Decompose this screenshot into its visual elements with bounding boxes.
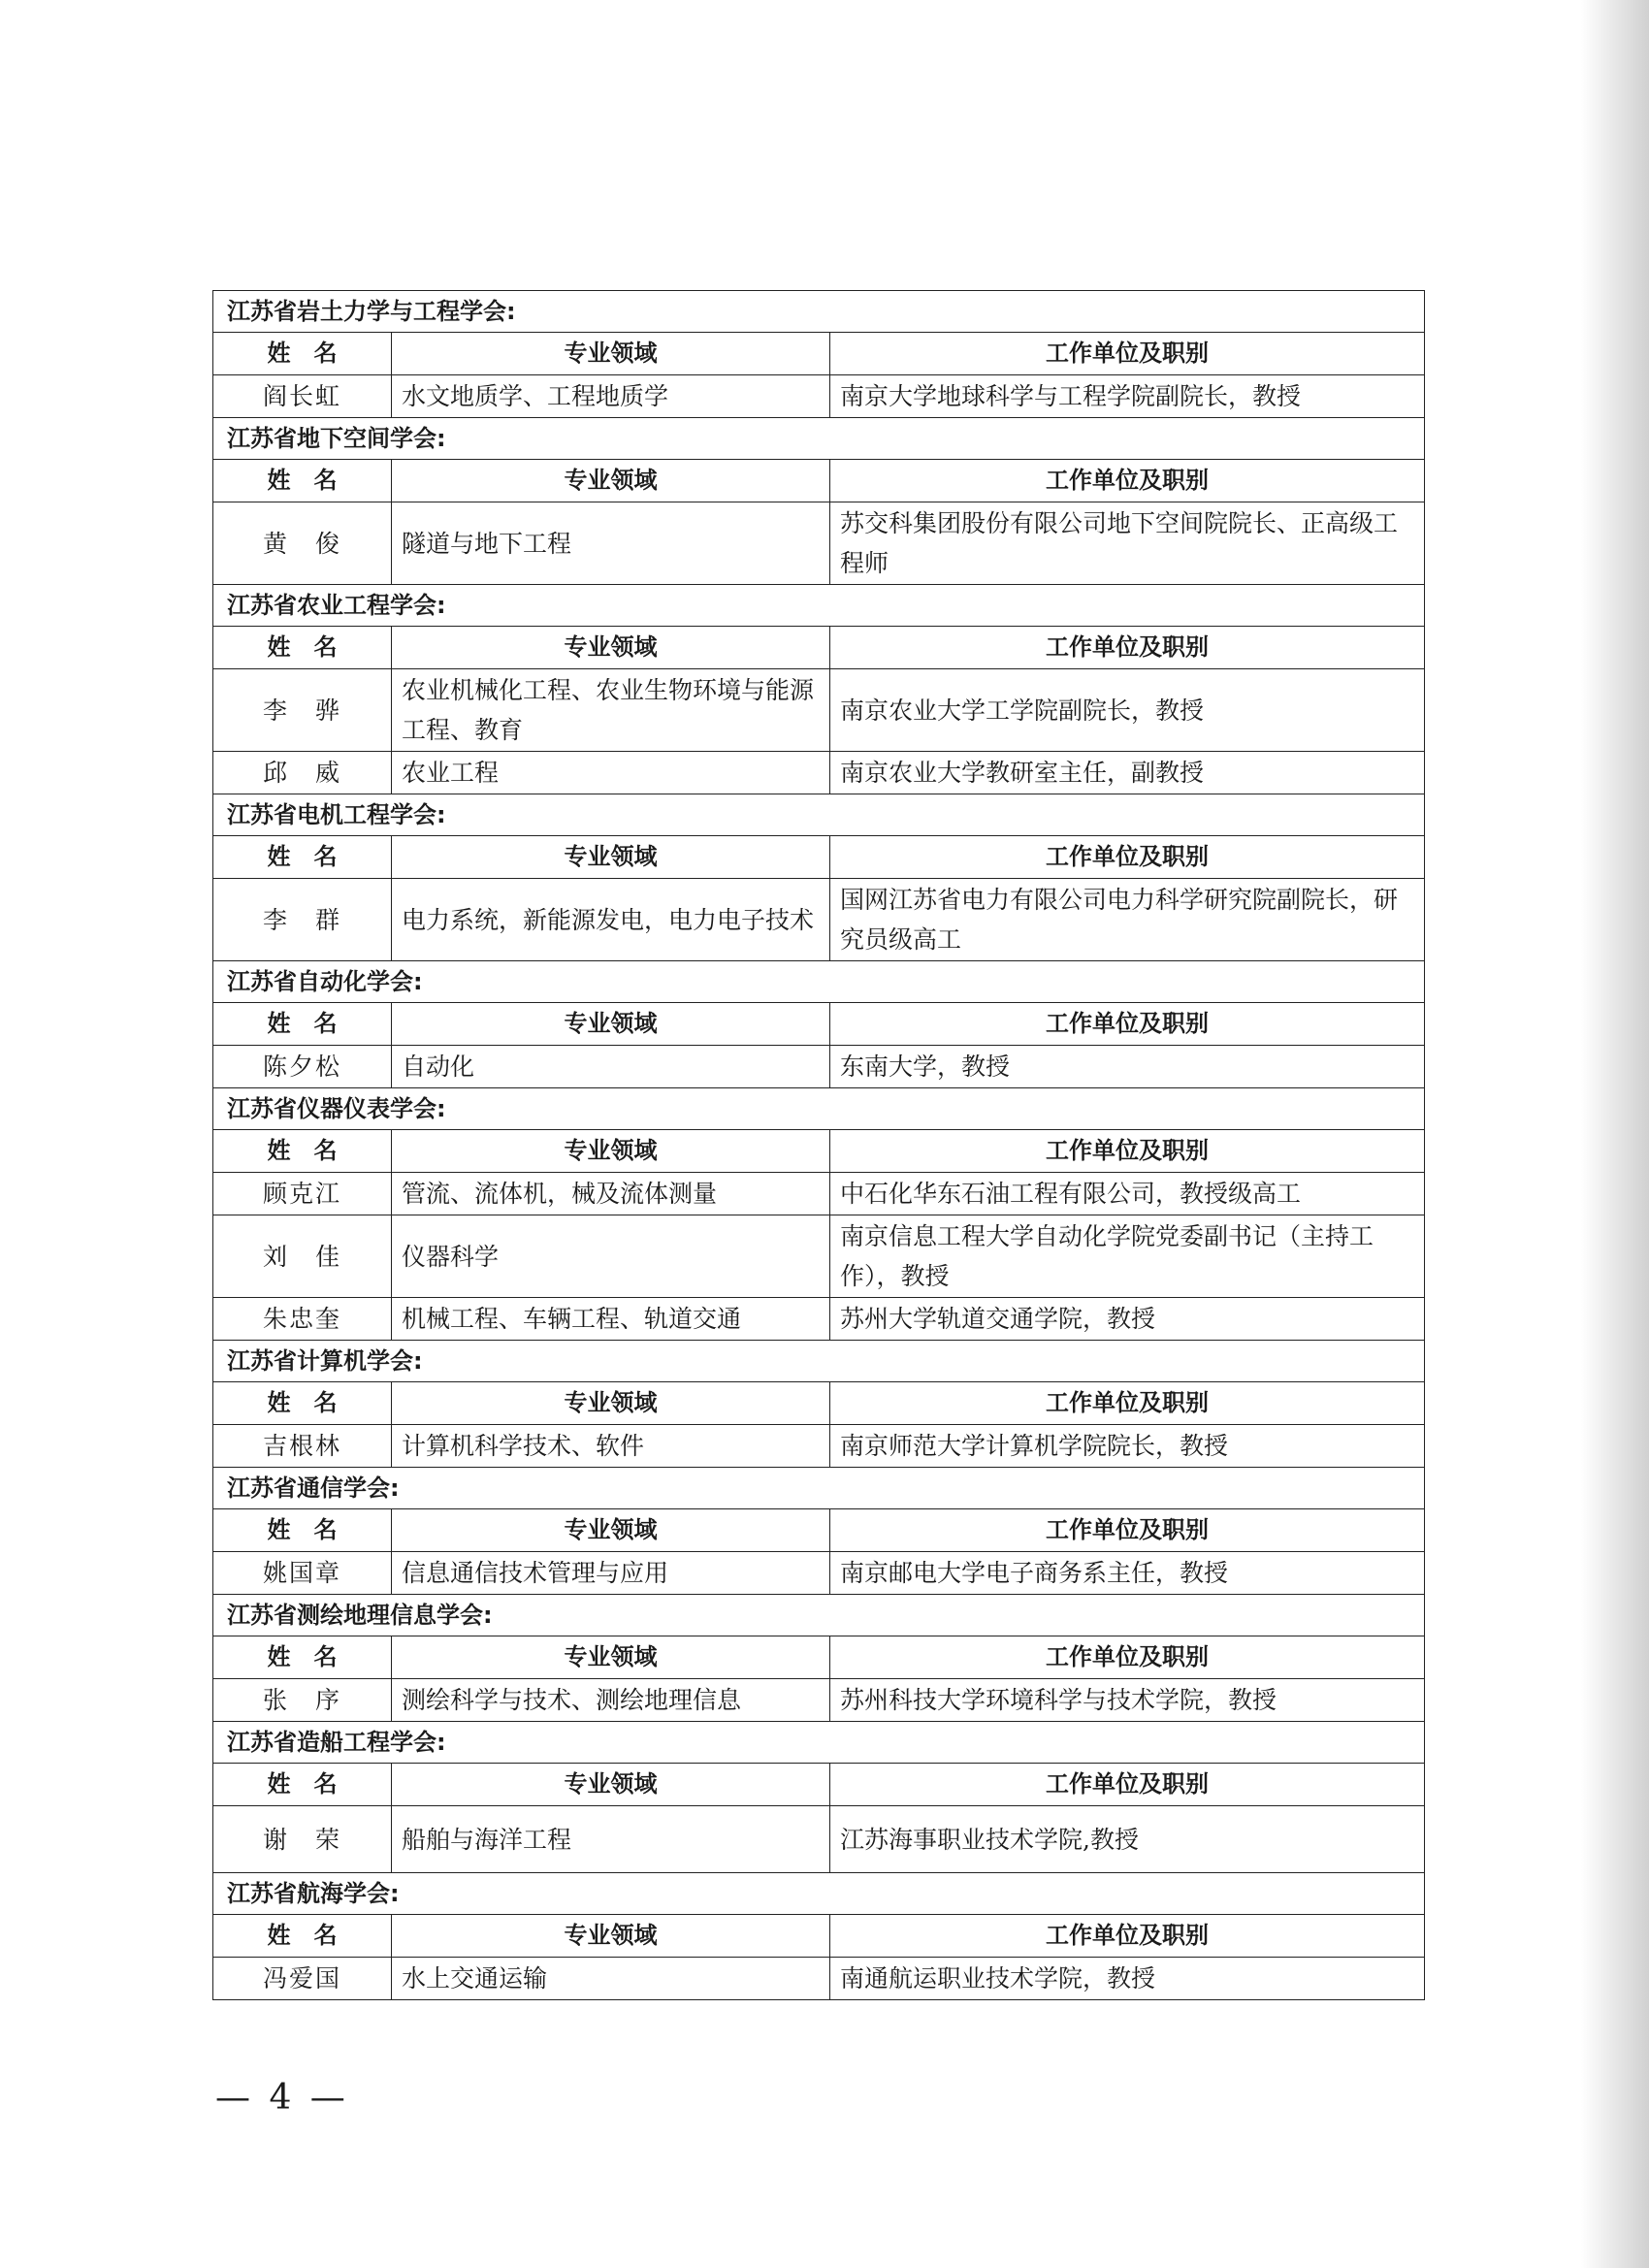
table-row: [213, 1173, 1425, 1215]
header-name: 姓 名: [213, 460, 392, 502]
cell-work: 南京农业大学教研室主任，副教授: [830, 752, 1425, 794]
header-field: 专业领域: [392, 333, 830, 375]
header-row: [213, 333, 1425, 375]
cell-field: 测绘科学与技术、测绘地理信息: [392, 1679, 830, 1722]
cell-work: 国网江苏省电力有限公司电力科学研究院副院长，研究员级高工: [830, 879, 1425, 961]
cell-field: 自动化: [392, 1046, 830, 1088]
header-row: [213, 1764, 1425, 1806]
cell-name: 李 群: [213, 879, 392, 961]
cell-work: 南京师范大学计算机学院院长，教授: [830, 1425, 1425, 1468]
table-row: [213, 879, 1425, 961]
table-row: [213, 502, 1425, 585]
cell-field: 船舶与海洋工程: [392, 1806, 830, 1873]
section-title: 江苏省岩土力学与工程学会:: [213, 291, 1425, 333]
cell-name: 阎长虹: [213, 375, 392, 418]
section-title: 江苏省仪器仪表学会:: [213, 1088, 1425, 1130]
header-name: 姓 名: [213, 333, 392, 375]
section-title-row: [213, 794, 1425, 836]
cell-name: 李 骅: [213, 669, 392, 752]
cell-field: 水文地质学、工程地质学: [392, 375, 830, 418]
section-title: 江苏省航海学会:: [213, 1873, 1425, 1915]
header-row: [213, 1509, 1425, 1552]
header-work: 工作单位及职别: [830, 1509, 1425, 1552]
cell-field: 仪器科学: [392, 1215, 830, 1298]
table-row: [213, 1425, 1425, 1468]
cell-work: 南京信息工程大学自动化学院党委副书记（主持工作），教授: [830, 1215, 1425, 1298]
table-row: [213, 1552, 1425, 1595]
header-row: [213, 1003, 1425, 1046]
cell-work: 南通航运职业技术学院，教授: [830, 1958, 1425, 2000]
table-row: [213, 669, 1425, 752]
cell-work: 江苏海事职业技术学院,教授: [830, 1806, 1425, 1873]
header-field: 专业领域: [392, 627, 830, 669]
section-title: 江苏省自动化学会:: [213, 961, 1425, 1003]
cell-name: 吉根林: [213, 1425, 392, 1468]
header-name: 姓 名: [213, 627, 392, 669]
header-row: [213, 836, 1425, 879]
cell-work: 苏州科技大学环境科学与技术学院，教授: [830, 1679, 1425, 1722]
header-field: 专业领域: [392, 836, 830, 879]
header-field: 专业领域: [392, 1509, 830, 1552]
cell-name: 张 序: [213, 1679, 392, 1722]
table-row: [213, 1298, 1425, 1341]
section-title: 江苏省造船工程学会:: [213, 1722, 1425, 1764]
header-work: 工作单位及职别: [830, 836, 1425, 879]
cell-field: 计算机科学技术、软件: [392, 1425, 830, 1468]
header-work: 工作单位及职别: [830, 1382, 1425, 1425]
header-work: 工作单位及职别: [830, 1764, 1425, 1806]
cell-field: 信息通信技术管理与应用: [392, 1552, 830, 1595]
header-field: 专业领域: [392, 1382, 830, 1425]
header-name: 姓 名: [213, 1382, 392, 1425]
header-work: 工作单位及职别: [830, 1003, 1425, 1046]
section-title-row: [213, 961, 1425, 1003]
header-row: [213, 460, 1425, 502]
section-title: 江苏省计算机学会:: [213, 1341, 1425, 1382]
cell-field: 农业工程: [392, 752, 830, 794]
section-title-row: [213, 418, 1425, 460]
section-title: 江苏省通信学会:: [213, 1468, 1425, 1509]
header-name: 姓 名: [213, 1130, 392, 1173]
section-title-row: [213, 291, 1425, 333]
header-row: [213, 1382, 1425, 1425]
cell-work: 南京大学地球科学与工程学院副院长，教授: [830, 375, 1425, 418]
header-field: 专业领域: [392, 460, 830, 502]
header-row: [213, 1636, 1425, 1679]
cell-name: 冯爱国: [213, 1958, 392, 2000]
cell-work: 苏州大学轨道交通学院，教授: [830, 1298, 1425, 1341]
cell-field: 机械工程、车辆工程、轨道交通: [392, 1298, 830, 1341]
table-row: [213, 752, 1425, 794]
cell-work: 南京农业大学工学院副院长，教授: [830, 669, 1425, 752]
section-title-row: [213, 1722, 1425, 1764]
table-row: [213, 1046, 1425, 1088]
section-title: 江苏省农业工程学会:: [213, 585, 1425, 627]
header-field: 专业领域: [392, 1636, 830, 1679]
cell-work: 中石化华东石油工程有限公司，教授级高工: [830, 1173, 1425, 1215]
table-row: [213, 375, 1425, 418]
cell-work: 东南大学，教授: [830, 1046, 1425, 1088]
table-row: [213, 1806, 1425, 1873]
header-work: 工作单位及职别: [830, 1915, 1425, 1958]
cell-field: 农业机械化工程、农业生物环境与能源工程、教育: [392, 669, 830, 752]
section-title: 江苏省地下空间学会:: [213, 418, 1425, 460]
header-name: 姓 名: [213, 1003, 392, 1046]
page-number: — 4 —: [215, 2078, 349, 2118]
section-title: 江苏省测绘地理信息学会:: [213, 1595, 1425, 1636]
header-row: [213, 1130, 1425, 1173]
header-field: 专业领域: [392, 1764, 830, 1806]
cell-field: 电力系统，新能源发电，电力电子技术: [392, 879, 830, 961]
cell-name: 顾克江: [213, 1173, 392, 1215]
cell-name: 刘 佳: [213, 1215, 392, 1298]
cell-name: 邱 威: [213, 752, 392, 794]
experts-table: [212, 290, 1425, 2000]
header-field: 专业领域: [392, 1003, 830, 1046]
header-name: 姓 名: [213, 1915, 392, 1958]
section-title-row: [213, 1595, 1425, 1636]
header-work: 工作单位及职别: [830, 627, 1425, 669]
cell-field: 水上交通运输: [392, 1958, 830, 2000]
section-title-row: [213, 1468, 1425, 1509]
table-row: [213, 1679, 1425, 1722]
header-field: 专业领域: [392, 1915, 830, 1958]
table-row: [213, 1958, 1425, 2000]
header-work: 工作单位及职别: [830, 460, 1425, 502]
header-name: 姓 名: [213, 1636, 392, 1679]
cell-work: 苏交科集团股份有限公司地下空间院院长、正高级工程师: [830, 502, 1425, 585]
cell-name: 黄 俊: [213, 502, 392, 585]
table-row: [213, 1215, 1425, 1298]
page-edge-shadow: [1581, 0, 1649, 2268]
header-name: 姓 名: [213, 1764, 392, 1806]
section-title-row: [213, 1341, 1425, 1382]
cell-name: 谢 荣: [213, 1806, 392, 1873]
cell-name: 姚国章: [213, 1552, 392, 1595]
header-row: [213, 627, 1425, 669]
section-title-row: [213, 1873, 1425, 1915]
section-title-row: [213, 585, 1425, 627]
cell-field: 管流、流体机，械及流体测量: [392, 1173, 830, 1215]
header-name: 姓 名: [213, 836, 392, 879]
section-title: 江苏省电机工程学会:: [213, 794, 1425, 836]
cell-field: 隧道与地下工程: [392, 502, 830, 585]
cell-name: 朱忠奎: [213, 1298, 392, 1341]
section-title-row: [213, 1088, 1425, 1130]
header-row: [213, 1915, 1425, 1958]
header-work: 工作单位及职别: [830, 1130, 1425, 1173]
cell-name: 陈夕松: [213, 1046, 392, 1088]
cell-work: 南京邮电大学电子商务系主任，教授: [830, 1552, 1425, 1595]
header-name: 姓 名: [213, 1509, 392, 1552]
header-field: 专业领域: [392, 1130, 830, 1173]
header-work: 工作单位及职别: [830, 1636, 1425, 1679]
header-work: 工作单位及职别: [830, 333, 1425, 375]
